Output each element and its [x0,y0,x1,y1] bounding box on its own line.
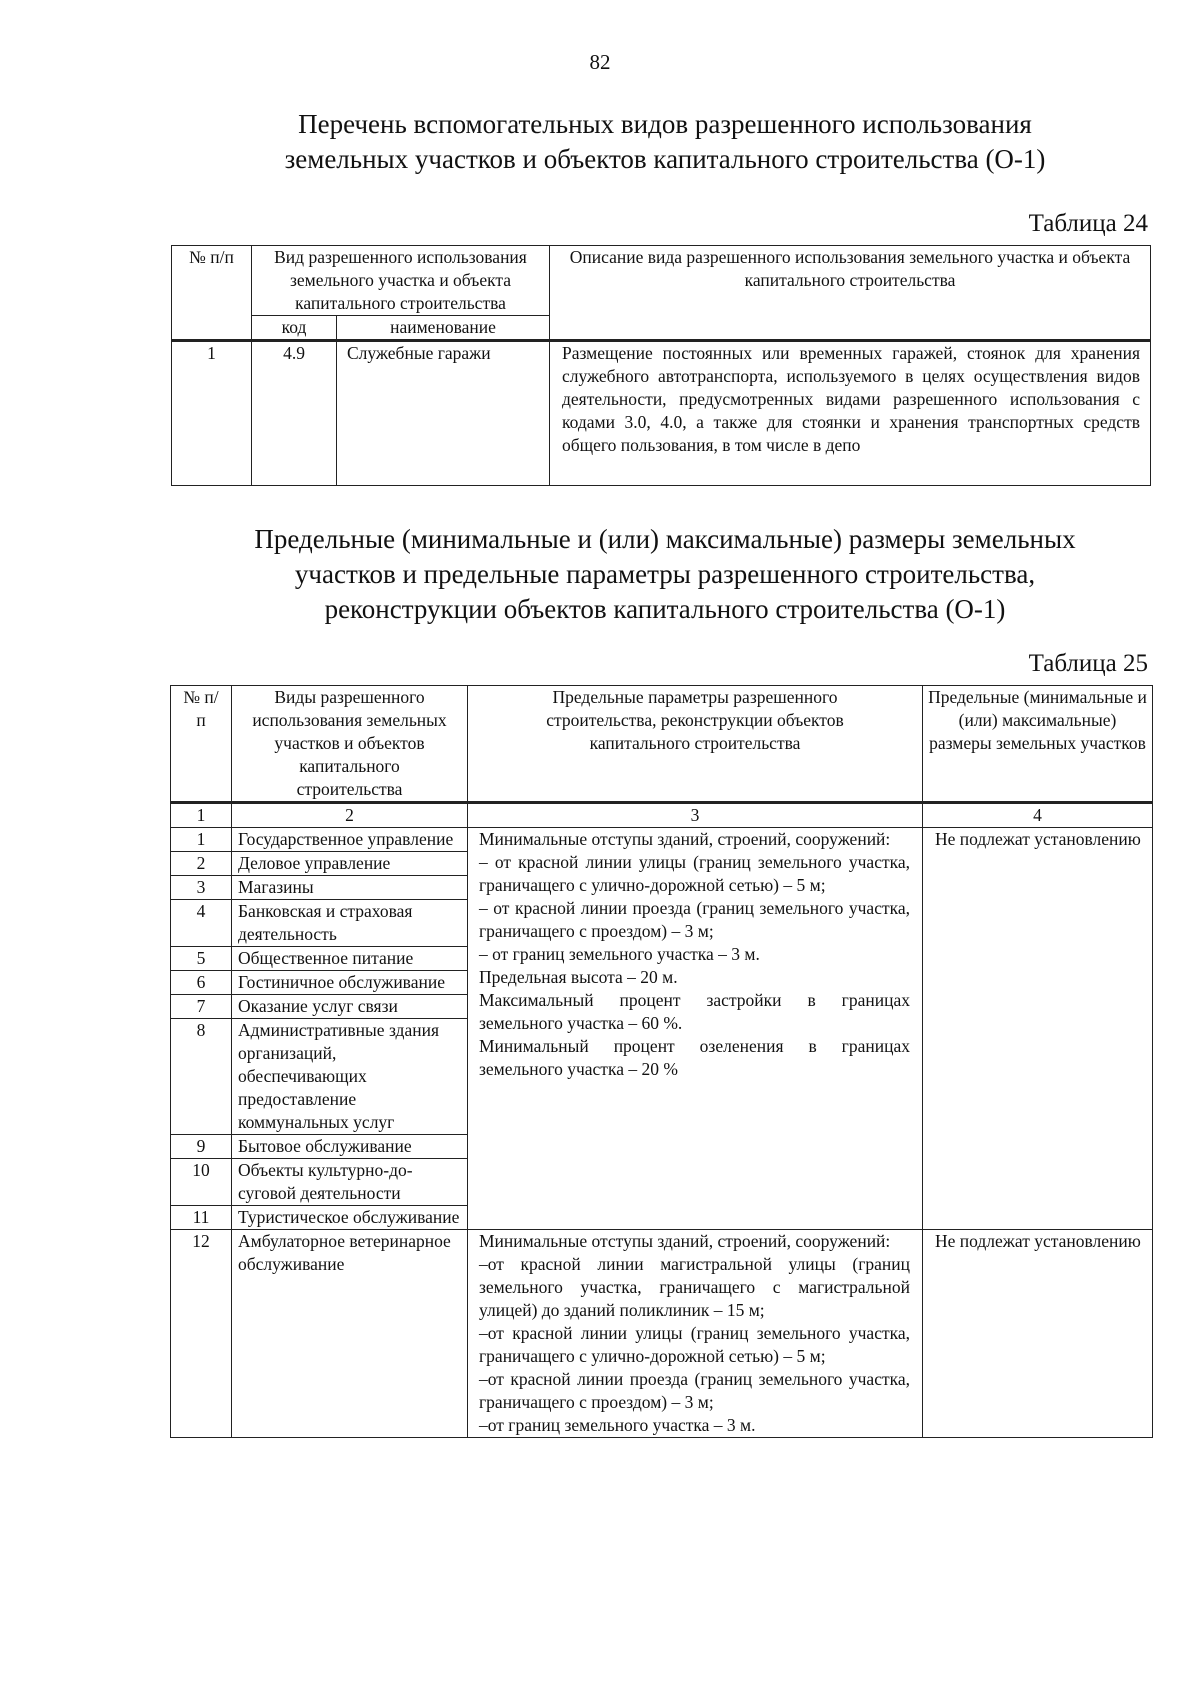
table25-cell-name: Амбулаторное ветеринарное обслуживание [232,1230,468,1438]
param-line: –от красной линии улицы (границ земельного участка, граничащего с улично-дорожной сетью) – 5 м; [479,1323,910,1366]
table24-header-row [172,246,1151,316]
table25-cell-num: 6 [171,971,232,995]
table-row [171,828,1153,852]
param-line: Предельная высота – 20 м. [479,967,678,987]
table25-cell-num: 11 [171,1206,232,1230]
table25-header-row [171,686,1153,803]
param-line: Минимальные отступы зданий, строений, сооружений: [479,1231,891,1251]
table25-group2-params [468,1230,923,1438]
table25-cell-num: 12 [171,1230,232,1438]
table24-cell-code: 4.9 [252,341,337,486]
param-line: – от границ земельного участка – 3 м. [479,944,760,964]
table25-colnum-row [171,803,1153,828]
table24-header-use-type: Вид разрешенного использования земельного участка и объекта капитального строительства [252,246,550,316]
table-row [172,341,1151,486]
param-line: – от красной линии проезда (границ земельного участка, граничащего с проездом) – 3 м; [479,898,910,941]
table25-cell-name: Общественное питание [232,947,468,971]
table25-cell-name: Гостиничное обслуживание [232,971,468,995]
table25-header-use-types: Виды разрешенного использования земельных участков и объектов капитального строительства [232,686,468,803]
table25-colnum: 3 [468,803,923,828]
section1-title [170,107,1160,177]
table24-header-num: № п/п [172,246,252,341]
section2-title-line: Предельные (минимальные и (или) максимальные) размеры земельных [254,524,1076,554]
table24-cell-name: Служебные гаражи [337,341,550,486]
table25-cell-name: Деловое управление [232,852,468,876]
section1-title-line: Перечень вспомогательных видов разрешенного использования [298,109,1032,139]
table25-cell-name: Туристическое обслуживание [232,1206,468,1230]
table24-cell-num: 1 [172,341,252,486]
table25-cell-num: 1 [171,828,232,852]
table24-header-code: код [252,316,337,341]
table24-header-name: наименование [337,316,550,341]
table25-group1-size: Не подлежат установлению [923,828,1153,1230]
param-line: – от красной линии улицы (границ земельного участка, граничащего с улично-дорожной сетью) – 5 м; [479,852,910,895]
table25-cell-num: 10 [171,1159,232,1206]
table25-header-sizes: Предельные (минимальные и (или) максимальные) размеры земельных участков [923,686,1153,803]
table25-cell-num: 3 [171,876,232,900]
table25-cell-name: Объекты культурно-до-суговой деятельности [232,1159,468,1206]
table-24 [171,245,1151,486]
table25-cell-name: Магазины [232,876,468,900]
table25-colnum: 1 [171,803,232,828]
param-line: Минимальные отступы зданий, строений, сооружений: [479,829,891,849]
table25-header-params: Предельные параметры разрешенного строительства, реконструкции объектов капитального строительства [468,686,923,803]
table25-cell-num: 2 [171,852,232,876]
section2-title [170,522,1160,627]
param-line: –от границ земельного участка – 3 м. [479,1415,756,1435]
param-line: Минимальный процент озеленения в границах земельного участка – 20 % [479,1036,910,1079]
table24-cell-description: Размещение постоянных или временных гаражей, стоянок для хранения служебного автотранспорта, используемого в целях осуществления видов деятельности, предусмотренных видами разрешенного использования с кодами 3.0, 4.0, а также для стоянки и хранения транспортных средств общего пользования, в том числе в депо [550,341,1151,486]
table25-cell-name: Государственное управление [232,828,468,852]
table25-cell-name: Бытовое обслуживание [232,1135,468,1159]
table25-cell-num: 8 [171,1019,232,1135]
table-row [171,1230,1153,1438]
table-25 [170,685,1153,1438]
table25-group2-size: Не подлежат установлению [923,1230,1153,1438]
table25-colnum: 4 [923,803,1153,828]
table25-label: Таблица 25 [1028,650,1148,677]
table25-cell-num: 7 [171,995,232,1019]
page-number: 82 [589,50,611,74]
table25-cell-name: Оказание услуг связи [232,995,468,1019]
table25-cell-num: 4 [171,900,232,947]
table25-cell-name: Административные здания организаций, обеспечивающих предоставление коммунальных услуг [232,1019,468,1135]
section1-title-line: земельных участков и объектов капитального строительства (О-1) [284,144,1046,174]
table25-cell-num: 9 [171,1135,232,1159]
section2-title-line: реконструкции объектов капитального строительства (О-1) [324,594,1006,624]
table25-group1-params [468,828,923,1230]
table25-header-num: № п/п [171,686,232,803]
param-line: –от красной линии проезда (границ земельного участка, граничащего с проездом) – 3 м; [479,1369,910,1412]
param-line: –от красной линии магистральной улицы (границ земельного участка, граничащего с магистральной улицей) до зданий поликлиник – 15 м; [479,1254,910,1320]
param-line: Максимальный процент застройки в границах земельного участка – 60 %. [479,990,910,1033]
table25-colnum: 2 [232,803,468,828]
table24-label: Таблица 24 [1028,210,1148,237]
table24-header-description: Описание вида разрешенного использования земельного участка и объекта капитального строительства [550,246,1151,341]
table25-cell-name: Банковская и страховая деятельность [232,900,468,947]
table25-cell-num: 5 [171,947,232,971]
section2-title-line: участков и предельные параметры разрешенного строительства, [294,559,1036,589]
